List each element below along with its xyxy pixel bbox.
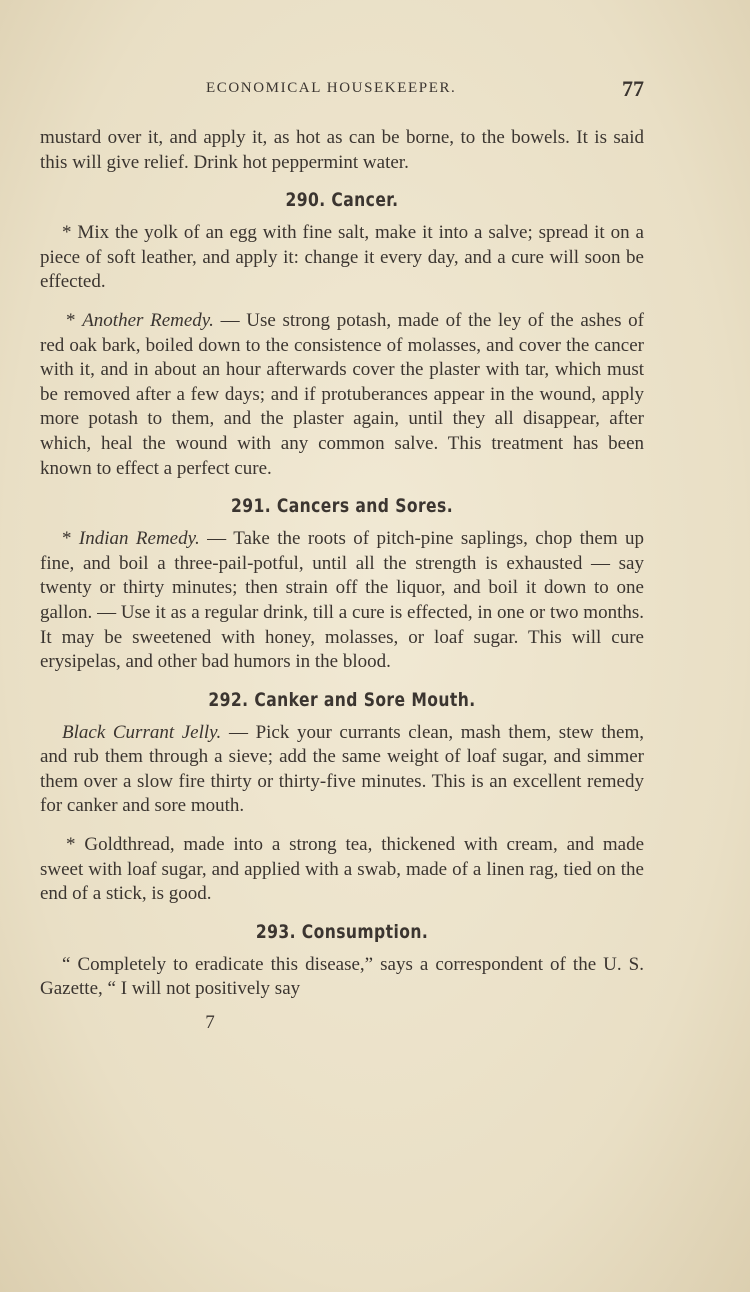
remedy-name: Black Currant Jelly. (62, 721, 222, 743)
page-header (206, 76, 644, 104)
remedy-text: — Use strong potash, made of the ley of the ashes of red oak bark, boiled down to the consistence of molasses, and cover the cancer with it, and in about an hour afterwards cover the plaster with tar, which must be removed after a few days; and if protuberances appear in the wound, apply more potash to them, and the plaster again, until they all disappear, after which, heal the wound with any common salve. This treatment has been known to effect a perfect cure. (40, 309, 644, 479)
page-body (40, 126, 644, 1034)
section-heading-293: 293. Consumption. (255, 920, 429, 943)
remedy-name: Indian Remedy. (78, 528, 200, 550)
paragraph-indian-remedy (40, 527, 644, 675)
paragraph-cancer-remedy: * Mix the yolk of an egg with fine salt, make it into a salve; spread it on a piece of soft leather, and apply it: change it every day, and a cure will soon be effected. (40, 222, 644, 293)
paragraph-consumption: “ Completely to eradicate this disease,” says a correspondent of the U. S. Gazette, “ I will not positively say (40, 953, 644, 1000)
signature-mark: 7 (205, 1012, 215, 1034)
section-heading-291: 291. Cancers and Sores. (230, 495, 454, 518)
remedy-text: — Pick your currants clean, mash them, stew them, and rub them through a sieve; add the same weight of loaf sugar, and simmer them over a slow fire thirty or thirty-five minutes. This is an excellent remedy for canker and sore mouth. (40, 721, 644, 817)
paragraph-continued: mustard over it, and apply it, as hot as can be borne, to the bowels. It is said this will give relief. Drink hot peppermint water. (40, 127, 644, 173)
remedy-name: Another Remedy. (82, 309, 214, 331)
asterisk: * (66, 309, 83, 331)
section-heading-290: 290. Cancer. (285, 189, 399, 212)
paragraph-another-remedy (40, 309, 644, 481)
running-head: ECONOMICAL HOUSEKEEPER. (206, 80, 457, 96)
section-heading-292: 292. Canker and Sore Mouth. (208, 688, 476, 711)
paragraph-black-currant-jelly (40, 721, 644, 819)
paragraph-goldthread: * Goldthread, made into a strong tea, thickened with cream, and made sweet with loaf sugar, and applied with a swab, made of a linen rag, tied on the end of a stick, is good. (40, 834, 644, 905)
page-number: 77 (622, 76, 644, 101)
asterisk: * (62, 528, 79, 550)
remedy-text: — Take the roots of pitch-pine saplings, chop them up fine, and boil a three-pail-potful, until all the strength is exhausted — say twenty or thirty minutes; then strain off the liquor, and boil it down to one gallon. — Use it as a regular drink, till a cure is effected, in one or two months. It may be sweetened with honey, molasses, or loaf sugar. This will cure erysipelas, and other bad humors in the blood. (40, 528, 645, 673)
